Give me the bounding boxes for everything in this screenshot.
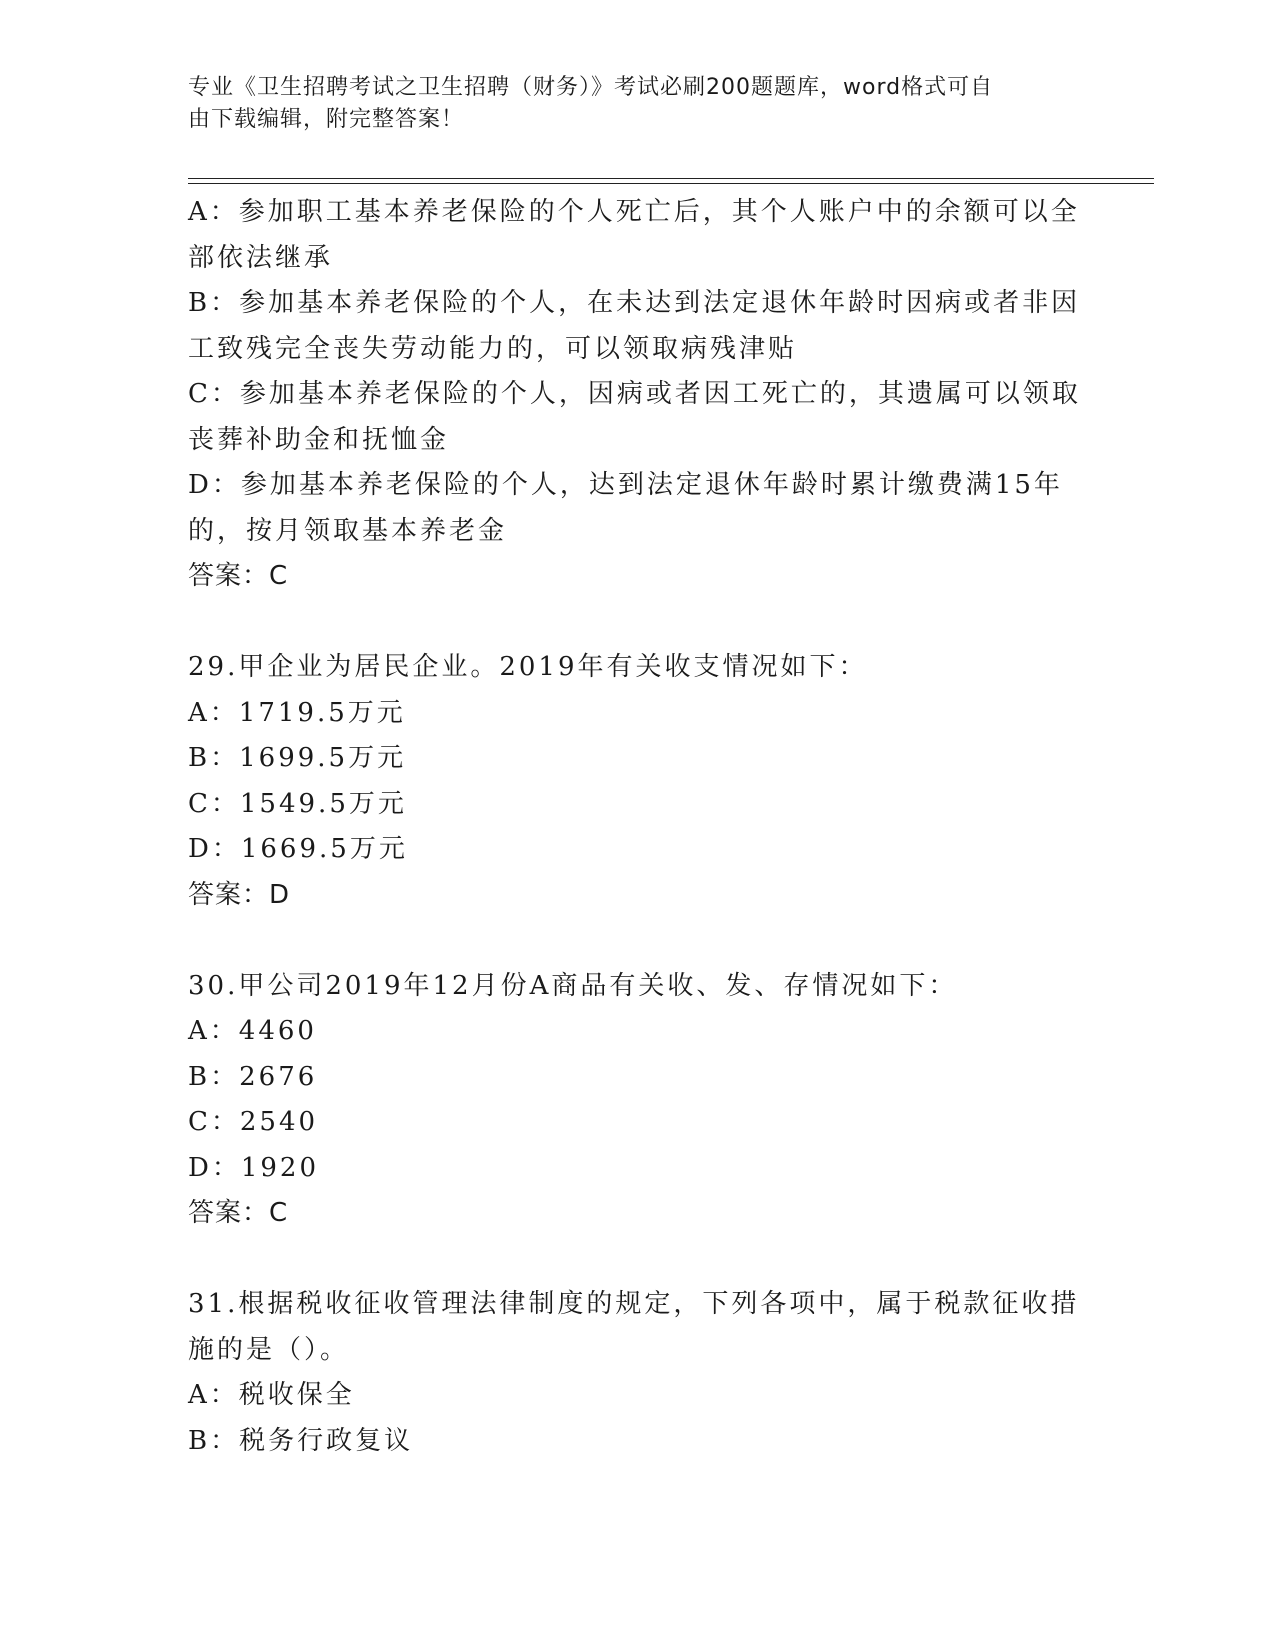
question-31-text-line-1: 31.根据税收征收管理法律制度的规定，下列各项中，属于税款征收措 [188, 1289, 1080, 1319]
option-c: C：1549.5万元 [188, 788, 407, 819]
option-b: B：税务行政复议 [188, 1425, 414, 1456]
option-a-line-1: A：参加职工基本养老保险的个人死亡后，其个人账户中的余额可以全 [188, 197, 1080, 227]
answer-29: 答案：D [188, 879, 291, 910]
option-b: B：1699.5万元 [188, 743, 407, 773]
option-b: B：2676 [188, 1061, 318, 1092]
question-30-text: 30.甲公司2019年12月份A商品有关收、发、存情况如下： [188, 970, 958, 1001]
document-header [188, 72, 1068, 136]
header-divider-bottom [188, 183, 1154, 184]
question-29 [188, 645, 1088, 918]
option-d-line-2: 的，按月领取基本养老金 [188, 515, 508, 546]
question-29-text: 29.甲企业为居民企业。2019年有关收支情况如下： [188, 652, 868, 682]
option-a: A：税收保全 [188, 1380, 355, 1410]
spacer [188, 918, 1088, 964]
option-d-line-1: D：参加基本养老保险的个人，达到法定退休年龄时累计缴费满15年 [188, 470, 1063, 500]
answer-30: 答案：C [188, 1198, 289, 1228]
option-a: A：1719.5万元 [188, 697, 406, 728]
header-line-1: 专业《卫生招聘考试之卫生招聘（财务）》考试必刷200题题库，word格式可自 [188, 75, 994, 100]
header-divider-top [188, 178, 1154, 179]
spacer [188, 1237, 1088, 1283]
option-b-line-2: 工致残完全丧失劳动能力的，可以领取病残津贴 [188, 333, 798, 364]
answer-28: 答案：C [188, 561, 289, 591]
option-a-line-2: 部依法继承 [188, 242, 334, 273]
question-28 [188, 190, 1088, 600]
spacer [188, 600, 1088, 646]
question-30 [188, 964, 1088, 1237]
question-31 [188, 1282, 1088, 1464]
option-c-line-1: C：参加基本养老保险的个人，因病或者因工死亡的，其遗属可以领取 [188, 379, 1081, 409]
question-list [188, 190, 1088, 1464]
question-31-text-line-2: 施的是（）。 [188, 1334, 350, 1365]
option-d: D：1920 [188, 1152, 320, 1183]
option-c: C：2540 [188, 1107, 319, 1137]
option-b-line-1: B：参加基本养老保险的个人，在未达到法定退休年龄时因病或者非因 [188, 288, 1081, 318]
option-a: A：4460 [188, 1016, 317, 1046]
header-line-2: 由下载编辑，附完整答案！ [188, 107, 465, 132]
option-d: D：1669.5万元 [188, 834, 408, 864]
option-c-line-2: 丧葬补助金和抚恤金 [188, 424, 450, 455]
